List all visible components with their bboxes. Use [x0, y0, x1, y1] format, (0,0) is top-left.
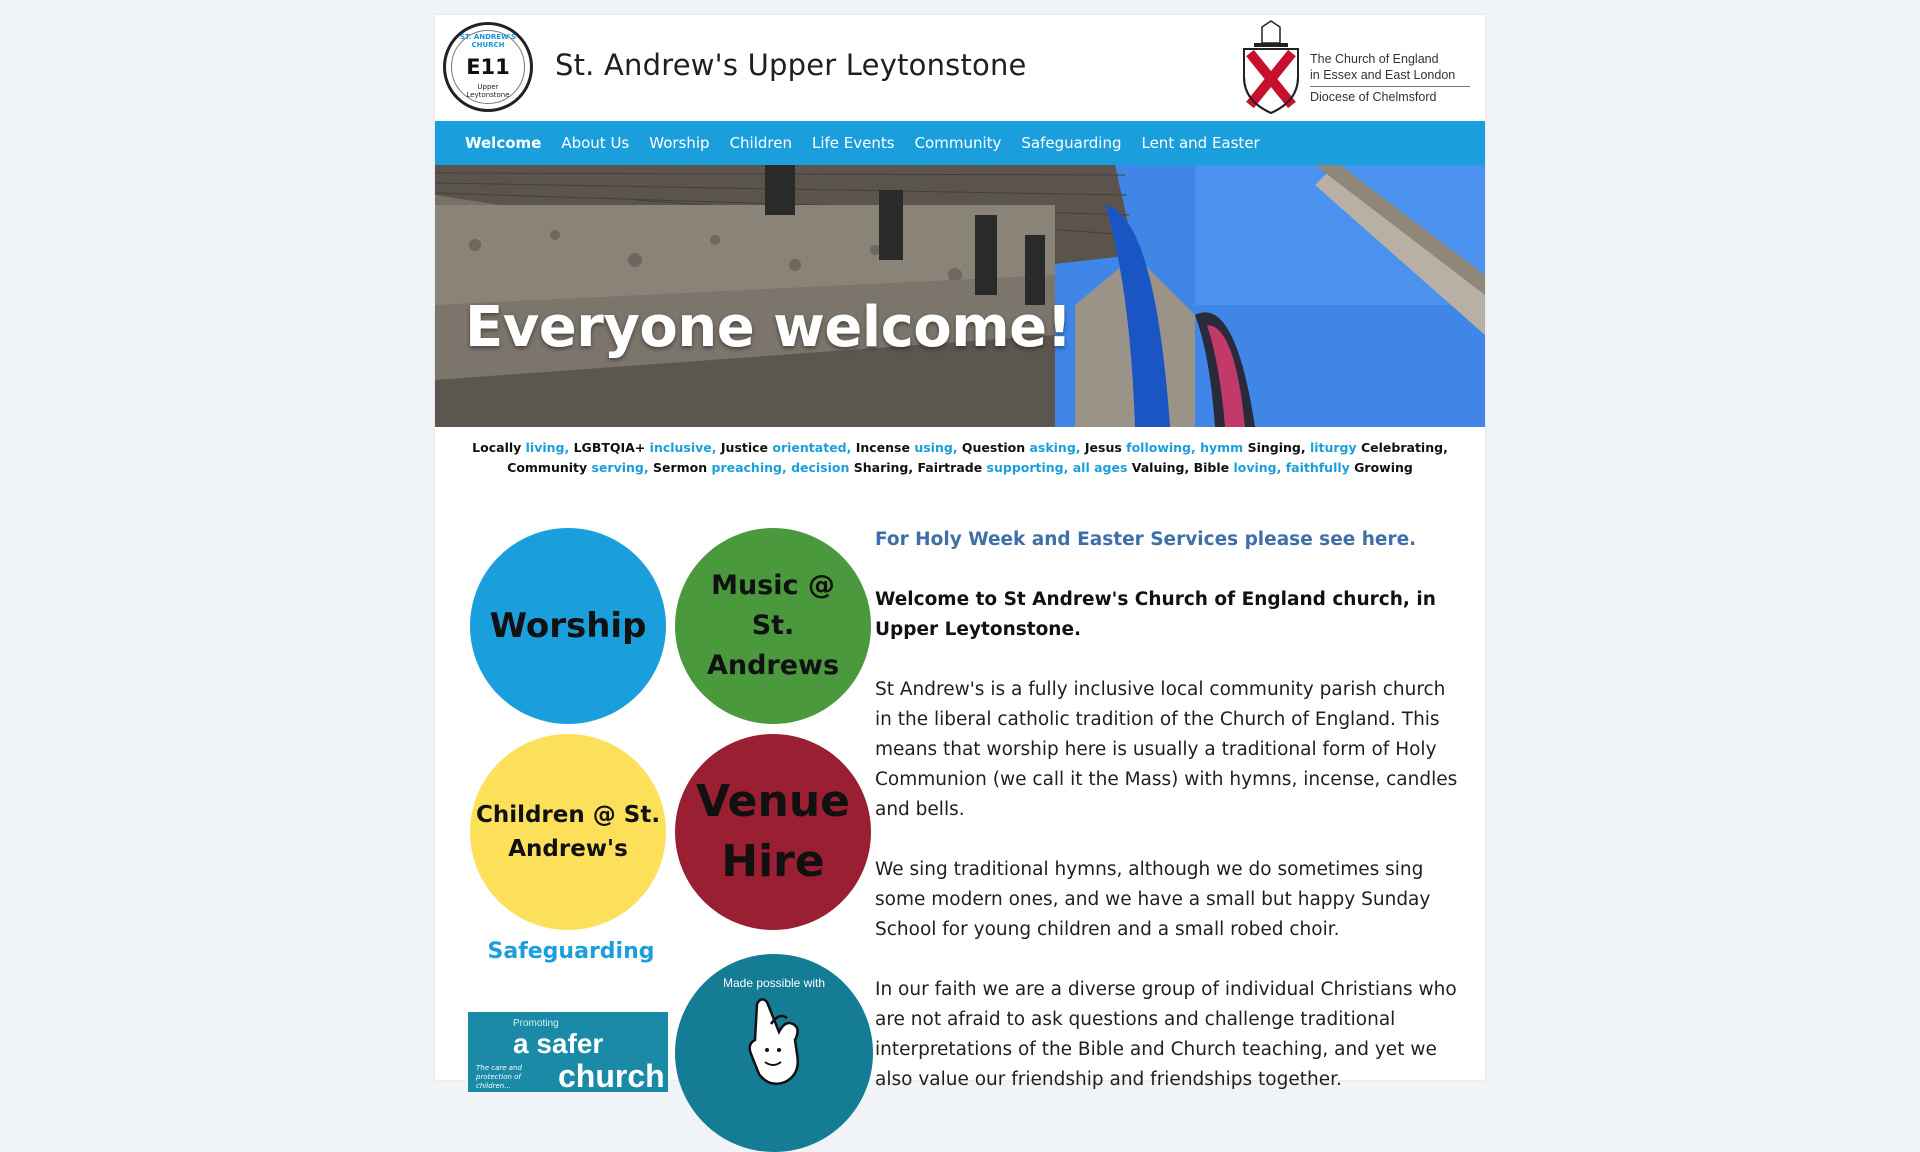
tagline-word: Growing	[1354, 460, 1413, 475]
children-tile[interactable]	[470, 734, 666, 930]
crossed-fingers-icon	[675, 954, 873, 1152]
page	[435, 15, 1485, 1094]
tagline-word: using,	[914, 440, 962, 455]
tagline-word: Justice	[720, 440, 773, 455]
tagline-word: Sermon	[652, 460, 712, 475]
logo-arc-text: ST. ANDREW'S CHURCH	[459, 33, 516, 49]
music-line3: Andrews	[706, 650, 840, 681]
tagline-word: Celebrating,	[1361, 440, 1448, 455]
worship-tile-label: Worship	[489, 606, 647, 646]
site-header	[435, 15, 1485, 121]
nav-lent-and-easter[interactable]: Lent and Easter	[1141, 134, 1260, 152]
welcome-intro: Welcome to St Andrew's Church of England church, in Upper Leytonstone.	[875, 589, 1436, 640]
main-nav	[435, 121, 1485, 165]
tagline-word: serving,	[591, 460, 653, 475]
safer-church-banner[interactable]	[468, 1012, 668, 1092]
safeguarding-link[interactable]: Safeguarding	[487, 939, 655, 964]
worship-tile[interactable]	[470, 528, 666, 724]
logo-subtext	[446, 83, 530, 99]
venue-hire-tile-label	[696, 772, 850, 892]
paragraph-faith: In our faith we are a diverse group of individual Christians who are not afraid to ask questions and challenge traditional interpretations of the Bible and Church teaching, and yet we also value our friendship and friendships together.	[875, 979, 1457, 1090]
nav-life-events[interactable]: Life Events	[811, 134, 895, 152]
diocese-shield-icon	[1240, 21, 1302, 115]
tagline-line2	[445, 458, 1475, 478]
safer-church-small: Promoting	[513, 1018, 559, 1029]
nav-children[interactable]: Children	[729, 134, 792, 152]
tagline-word: living,	[525, 440, 574, 455]
nav-community[interactable]: Community	[914, 134, 1002, 152]
diocese-line2: in Essex and East London	[1310, 68, 1456, 82]
music-line2: St.	[751, 610, 795, 641]
venue-hire-tile[interactable]	[675, 734, 871, 930]
easter-services-link[interactable]: For Holy Week and Easter Services please see here.	[875, 529, 1417, 550]
tagline	[445, 438, 1475, 478]
tagline-word: inclusive,	[649, 440, 721, 455]
children-line1: Children @ St.	[475, 802, 661, 828]
tagline-word: preaching, decision	[711, 460, 854, 475]
logo-sub-line2: Leytonstone	[466, 91, 510, 99]
lottery-made-text: Made possible with	[722, 976, 826, 990]
nav-welcome[interactable]: Welcome	[465, 121, 541, 165]
children-line2: Andrew's	[508, 836, 628, 862]
site-title[interactable]: St. Andrew's Upper Leytonstone	[555, 48, 1027, 82]
hero-banner	[435, 165, 1485, 427]
safer-church-big1: a safer	[513, 1028, 604, 1059]
tagline-word: Incense	[855, 440, 915, 455]
tagline-word: supporting, all ages	[986, 460, 1132, 475]
music-line1: Music @	[711, 570, 835, 601]
tagline-word: Community	[507, 460, 592, 475]
logo-sub-line1: Upper	[477, 83, 499, 91]
tagline-word: Question	[961, 440, 1030, 455]
diocese-logo[interactable]	[1240, 21, 1470, 117]
venue-line2: Hire	[721, 836, 825, 887]
nav-worship[interactable]: Worship	[649, 134, 710, 152]
tagline-word: Singing,	[1247, 440, 1310, 455]
hero-title: Everyone welcome!	[465, 295, 1072, 360]
tagline-line1	[445, 438, 1475, 458]
tagline-word: Sharing, Fairtrade	[853, 460, 987, 475]
paragraph-hymns: We sing traditional hymns, although we do sometimes sing some modern ones, and we have a small but happy Sunday School for young children and a small robed choir.	[875, 859, 1431, 940]
nav-safeguarding[interactable]: Safeguarding	[1021, 134, 1122, 152]
safer-church-tiny: The care and protection of children...	[476, 1064, 522, 1090]
children-tile-label	[476, 798, 660, 866]
diocese-line3: Diocese of Chelmsford	[1310, 90, 1437, 104]
diocese-line1: The Church of England	[1310, 52, 1439, 66]
music-tile-label	[707, 566, 839, 686]
nav-about-us[interactable]: About Us	[561, 134, 630, 152]
tagline-word: LGBTQIA+	[573, 440, 650, 455]
diocese-text	[1310, 51, 1470, 105]
church-logo[interactable]	[443, 22, 533, 112]
tagline-word: asking,	[1029, 440, 1085, 455]
tagline-word: Jesus	[1084, 440, 1127, 455]
venue-line1: Venue	[696, 776, 850, 827]
music-tile[interactable]	[675, 528, 871, 724]
tagline-word: orientated,	[772, 440, 856, 455]
main-content	[875, 525, 1460, 1125]
safer-church-big2: church	[558, 1058, 665, 1094]
tagline-word: Valuing, Bible	[1131, 460, 1234, 475]
logo-code: E11	[466, 55, 510, 79]
tagline-word: Locally	[472, 440, 526, 455]
diocese-divider	[1310, 86, 1470, 87]
tagline-word: loving, faithfully	[1233, 460, 1355, 475]
paragraph-about: St Andrew's is a fully inclusive local community parish church in the liberal catholic tradition of the Church of England. This means that worship here is usually a traditional form of Holy Communion (we call it the Mass) with hymns, incense, candles and bells.	[875, 679, 1458, 820]
tagline-word: following, hymm	[1126, 440, 1248, 455]
lottery-badge[interactable]	[675, 954, 873, 1152]
tagline-word: liturgy	[1309, 440, 1361, 455]
